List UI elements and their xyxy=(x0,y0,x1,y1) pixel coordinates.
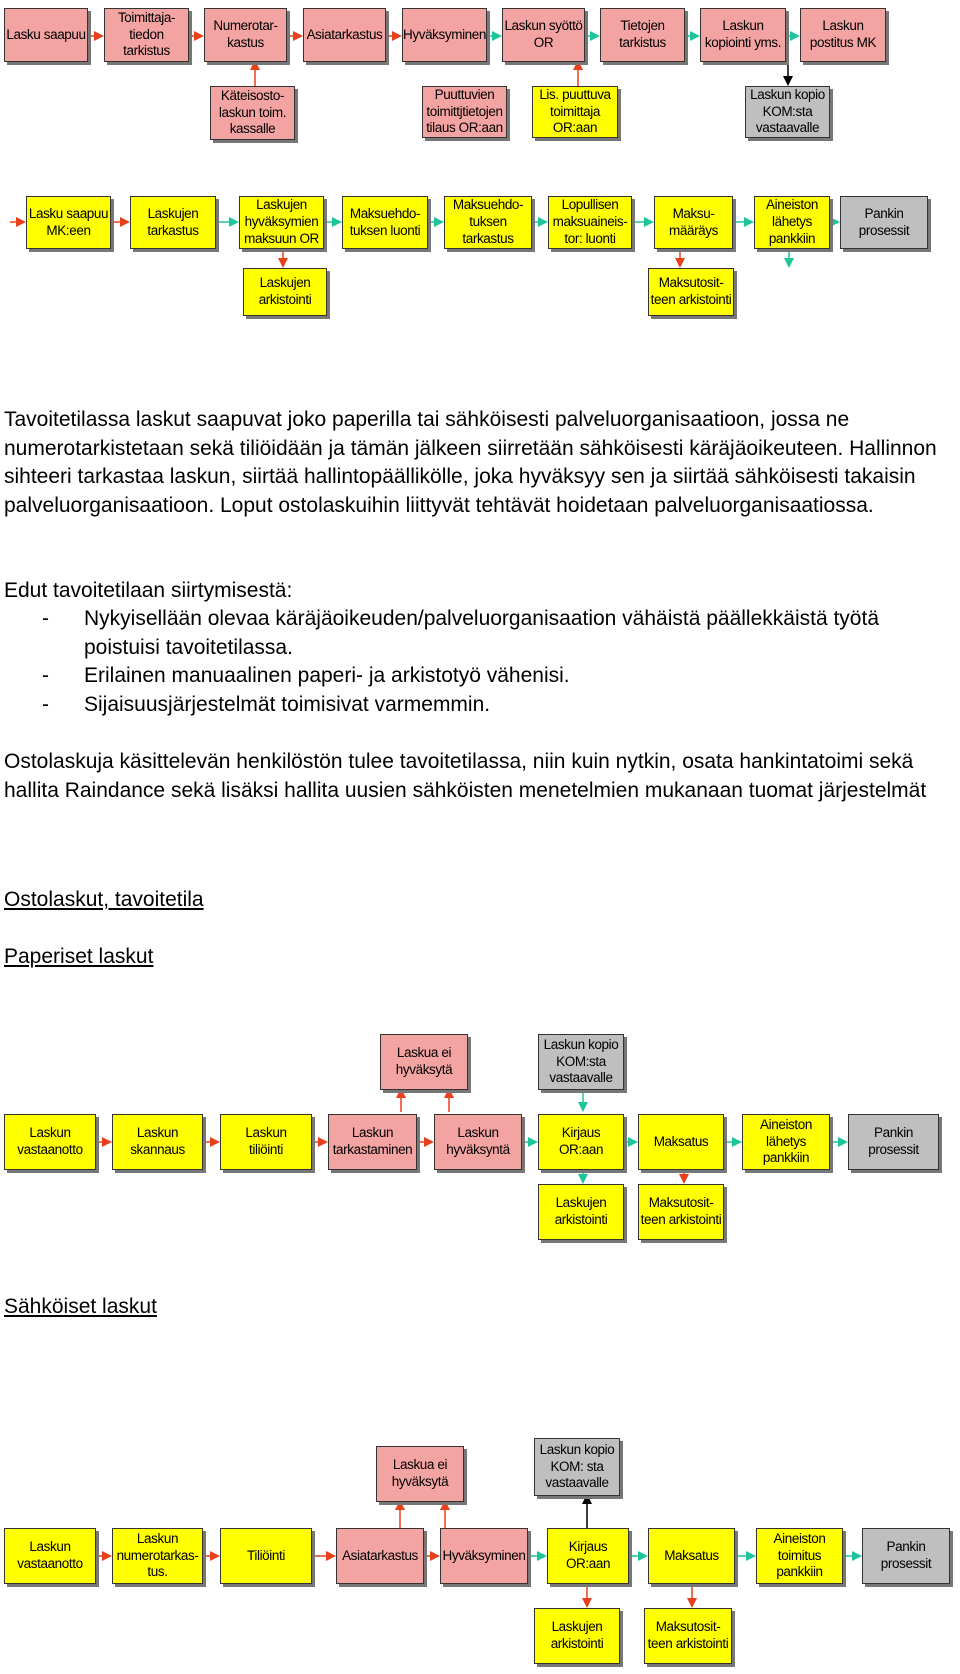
process-box: Lasku saapuu MK:een xyxy=(26,196,111,249)
process-box: Laskujen tarkastus xyxy=(130,196,216,249)
process-box: Aineiston toimitus pankkiin xyxy=(756,1528,843,1584)
process-box: Laskun tarkastaminen xyxy=(328,1114,417,1170)
process-box: Laskun kopiointi yms. xyxy=(700,8,786,62)
process-box: Laskujen arkistointi xyxy=(243,268,327,316)
process-box: Maksutosit- teen arkistointi xyxy=(638,1184,724,1240)
benefit-item xyxy=(4,691,954,720)
process-box: Asiatarkastus xyxy=(303,8,386,62)
benefits-list xyxy=(4,605,954,719)
benefit-text: Erilainen manuaalinen paperi- ja arkistotyö vähenisi. xyxy=(84,664,570,687)
process-box: Maksatus xyxy=(638,1114,724,1170)
process-box: Kirjaus OR:aan xyxy=(538,1114,624,1170)
benefits-intro: Edut tavoitetilaan siirtymisestä: xyxy=(4,579,293,602)
benefit-text: Sijaisuusjärjestelmät toimisivat varmemmin. xyxy=(84,692,491,716)
process-box: Hyväksyminen xyxy=(440,1528,528,1584)
process-box: Lopullisen maksuaineis- tor: luonti xyxy=(548,196,632,249)
process-box: Maksatus xyxy=(648,1528,735,1584)
process-box: Maksuehdo- tuksen luonti xyxy=(342,196,428,249)
process-box: Laskun tiliöinti xyxy=(220,1114,312,1170)
process-box: Laskujen arkistointi xyxy=(534,1608,620,1664)
process-box: Laskun vastaanotto xyxy=(4,1528,96,1584)
process-box: Laskua ei hyväksytä xyxy=(376,1446,464,1502)
process-box: Laskun skannaus xyxy=(112,1114,203,1170)
benefit-text: Nykyisellään olevaa käräjäoikeuden/palveluorganisaation vähäistä päällekkäistä työtä poistuisi tavoitetilassa. xyxy=(84,607,879,659)
process-box: Asiatarkastus xyxy=(336,1528,424,1584)
process-box: Hyväksyminen xyxy=(402,8,487,62)
process-box: Laskun syöttö OR xyxy=(502,8,585,62)
process-box: Laskun numerotarkas- tus. xyxy=(112,1528,203,1584)
process-box: Laskun vastaanotto xyxy=(4,1114,96,1170)
process-box: Toimittaja- tiedon tarkistus xyxy=(104,8,189,62)
list-dash: - xyxy=(42,664,49,687)
process-box: Laskun postitus MK xyxy=(800,8,886,62)
process-box: Pankin prosessit xyxy=(862,1528,950,1584)
process-box: Käteisosto- laskun toim. kassalle xyxy=(210,86,295,140)
benefit-item xyxy=(4,662,954,691)
list-dash: - xyxy=(42,607,49,630)
process-box: Laskua ei hyväksytä xyxy=(380,1034,468,1090)
process-box: Aineiston lähetys pankkiin xyxy=(742,1114,830,1170)
process-box: Laskun kopio KOM:sta vastaavalle xyxy=(745,86,830,138)
benefit-item xyxy=(4,605,954,662)
process-box: Laskujen hyväksymien maksuun OR xyxy=(239,196,324,249)
heading-paper-invoices: Paperiset laskut xyxy=(4,945,154,968)
process-box: Kirjaus OR:aan xyxy=(547,1528,629,1584)
process-box: Lasku saapuu xyxy=(4,8,88,62)
process-box: Lis. puuttuva toimittaja OR:aan xyxy=(532,86,618,138)
process-box: Maksu- määräys xyxy=(654,196,733,249)
paragraph-staff-skills: Ostolaskuja käsittelevän henkilöstön tulee tavoitetilassa, niin kuin nytkin, osata hankintatoimi sekä hallita Raindance sekä lisäksi hallita uusien sähköisten menetelmien mukanaan tuomat järjestelmät xyxy=(4,750,927,802)
process-box: Maksuehdo- tuksen tarkastus xyxy=(444,196,532,249)
heading-electronic-invoices: Sähköiset laskut xyxy=(4,1295,157,1318)
process-box: Tietojen tarkistus xyxy=(600,8,685,62)
process-box: Aineiston lähetys pankkiin xyxy=(754,196,830,249)
process-box: Pankin prosessit xyxy=(848,1114,939,1170)
process-box: Maksutosit- teen arkistointi xyxy=(644,1608,732,1664)
process-box: Numerotar- kastus xyxy=(204,8,287,62)
paragraph-target-state: Tavoitetilassa laskut saapuvat joko paperilla tai sähköisesti palveluorganisaatioon, jossa ne numerotarkistetaan sekä tiliöidään ja tämän jälkeen siirretään sähköisesti käräjäoikeuteen. Hallinnon sihteeri tarkastaa laskun, siirtää hallintopäällikölle, joka hyväksyy sen ja siirtää sähköisesti takaisin palveluorganisaatioon. Loput ostolaskuihin liittyvät tehtävät hoidetaan palveluorganisaatiossa. xyxy=(4,408,937,517)
process-box: Laskujen arkistointi xyxy=(538,1184,624,1240)
process-box: Laskun hyväksyntä xyxy=(434,1114,522,1170)
heading-target-state: Ostolaskut, tavoitetila xyxy=(4,888,204,911)
process-box: Puuttuvien toimittjtietojen tilaus OR:aan xyxy=(422,86,507,138)
process-box: Laskun kopio KOM:sta vastaavalle xyxy=(538,1034,624,1090)
process-box: Laskun kopio KOM: sta vastaavalle xyxy=(534,1438,620,1496)
process-box: Tiliöinti xyxy=(220,1528,312,1584)
process-box: Pankin prosessit xyxy=(840,196,928,249)
process-box: Maksutosit- teen arkistointi xyxy=(648,268,734,316)
list-dash: - xyxy=(42,692,49,716)
